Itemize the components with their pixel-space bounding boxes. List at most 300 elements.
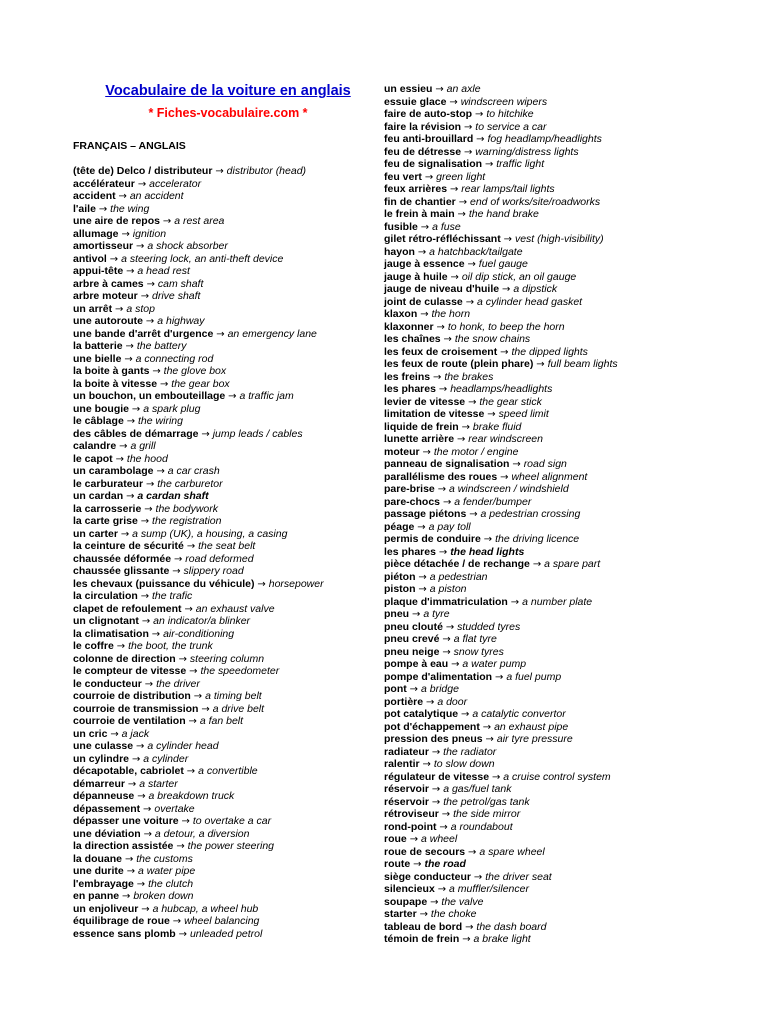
- english-translation: the motor / engine: [433, 445, 519, 458]
- vocab-entry: [384, 171, 684, 184]
- english-translation: a fuel pump: [506, 670, 562, 683]
- english-translation: a hatchback/tailgate: [429, 245, 523, 258]
- french-term: permis de conduire: [384, 533, 481, 545]
- english-translation: the choke: [430, 908, 477, 920]
- arrow-icon: →: [439, 821, 448, 833]
- arrow-icon: →: [483, 534, 493, 545]
- vocab-entry: [73, 290, 373, 303]
- vocab-entry: [73, 603, 373, 616]
- french-term: faire de auto-stop: [384, 108, 473, 120]
- arrow-icon: →: [484, 159, 494, 170]
- arrow-icon: →: [457, 209, 466, 220]
- french-term: arbre moteur: [73, 290, 138, 302]
- arrow-icon: →: [122, 891, 131, 902]
- vocab-entry: [384, 646, 684, 659]
- vocab-entry: [73, 328, 373, 341]
- english-translation: drive shaft: [152, 290, 201, 302]
- english-translation: the registration: [152, 515, 222, 527]
- arrow-icon: →: [463, 146, 473, 158]
- vocab-entry: [384, 721, 684, 734]
- arrow-icon: →: [141, 903, 150, 915]
- arrow-icon: →: [189, 666, 198, 677]
- french-term: la boite à vitesse: [73, 377, 158, 390]
- english-translation: traffic light: [496, 158, 545, 170]
- arrow-icon: →: [137, 178, 147, 190]
- arrow-icon: →: [176, 841, 185, 852]
- vocab-entry: [384, 771, 684, 784]
- vocab-entry: [73, 615, 373, 628]
- english-translation: jump leads / cables: [212, 427, 303, 440]
- arrow-icon: →: [456, 434, 466, 445]
- vocab-entry: [73, 665, 373, 678]
- arrow-icon: →: [126, 416, 136, 427]
- arrow-icon: →: [435, 84, 444, 95]
- english-translation: accelerator: [149, 177, 202, 190]
- vocab-entry: [384, 783, 684, 796]
- arrow-icon: →: [418, 584, 427, 595]
- vocab-entry: [384, 458, 684, 471]
- english-translation: a flat tyre: [453, 633, 497, 645]
- english-translation: the snow chains: [454, 333, 531, 345]
- english-translation: an exhaust valve: [195, 602, 275, 615]
- vocab-entry: [73, 740, 373, 753]
- vocab-entry: [384, 608, 684, 621]
- arrow-icon: →: [462, 934, 471, 945]
- french-term: dépassement: [73, 802, 141, 815]
- arrow-icon: →: [201, 703, 210, 715]
- vocab-entry: [73, 415, 373, 428]
- vocab-entry: [384, 271, 684, 284]
- french-term: un carambolage: [73, 465, 154, 477]
- vocab-entry: [73, 453, 373, 466]
- french-term: les chevaux (puissance du véhicule): [73, 577, 255, 590]
- french-term: siège conducteur: [384, 870, 471, 883]
- french-term: chaussée glissante: [73, 565, 170, 577]
- arrow-icon: →: [159, 378, 169, 390]
- english-translation: the gear box: [171, 377, 230, 390]
- english-translation: speed limit: [498, 408, 549, 420]
- english-translation: a timing belt: [205, 690, 262, 702]
- arrow-icon: →: [409, 834, 419, 845]
- arrow-icon: →: [476, 134, 485, 145]
- english-translation: a hubcap, a wheel hub: [152, 902, 259, 915]
- english-translation: distributor (head): [226, 165, 307, 177]
- french-term: feux arrières: [384, 183, 448, 195]
- french-term: route: [384, 858, 411, 870]
- arrow-icon: →: [124, 853, 134, 865]
- arrow-icon: →: [144, 503, 153, 515]
- arrow-icon: →: [115, 303, 124, 315]
- english-translation: a drive belt: [212, 702, 265, 715]
- arrow-icon: →: [152, 366, 161, 377]
- vocab-entry: [73, 578, 373, 591]
- vocab-entry: [73, 528, 373, 541]
- vocab-entry: [384, 383, 684, 396]
- french-term: amortisseur: [73, 240, 134, 252]
- english-translation: a spare part: [544, 558, 601, 570]
- vocab-entry: [384, 358, 684, 371]
- french-term: décapotable, cabriolet: [73, 765, 184, 777]
- arrow-icon: →: [437, 484, 447, 495]
- french-term: dépasser une voiture: [73, 815, 179, 827]
- vocab-entry: [73, 540, 373, 553]
- arrow-icon: →: [116, 641, 126, 652]
- arrow-icon: →: [201, 428, 210, 440]
- french-term: un essieu: [384, 83, 433, 95]
- arrow-icon: →: [449, 184, 459, 195]
- right-vocab-column: [384, 83, 684, 946]
- english-translation: the wing: [110, 202, 150, 215]
- vocab-entry: [384, 233, 684, 246]
- arrow-icon: →: [487, 409, 496, 420]
- vocab-entry: [384, 421, 684, 434]
- english-translation: windscreen wipers: [460, 95, 548, 108]
- french-term: feu anti-brouillard: [384, 133, 474, 145]
- vocab-entry: [384, 633, 684, 646]
- french-term: accélérateur: [73, 177, 135, 190]
- vocab-entry: [73, 790, 373, 803]
- english-translation: the carburetor: [157, 477, 223, 490]
- vocab-entry: [73, 828, 373, 841]
- arrow-icon: →: [98, 203, 108, 215]
- vocab-entry: [73, 815, 373, 828]
- english-translation: the clutch: [148, 877, 194, 890]
- arrow-icon: →: [186, 766, 196, 777]
- arrow-icon: →: [186, 541, 196, 552]
- arrow-icon: →: [136, 878, 146, 890]
- arrow-icon: →: [115, 453, 124, 465]
- arrow-icon: →: [131, 403, 141, 415]
- french-term: la climatisation: [73, 627, 149, 640]
- vocab-entry: [384, 321, 684, 334]
- english-translation: a bridge: [420, 683, 459, 695]
- vocab-entry: [384, 746, 684, 759]
- arrow-icon: →: [420, 309, 429, 320]
- vocab-entry: [73, 203, 373, 216]
- english-translation: unleaded petrol: [189, 927, 263, 940]
- french-term: piston: [384, 583, 416, 595]
- vocab-entry: [384, 183, 684, 196]
- vocab-entry: [384, 883, 684, 896]
- english-translation: the speedometer: [200, 665, 280, 677]
- arrow-icon: →: [151, 628, 161, 640]
- left-vocab-column: [73, 165, 373, 940]
- arrow-icon: →: [430, 896, 439, 908]
- vocab-entry: [73, 928, 373, 941]
- french-term: silencieux: [384, 883, 435, 895]
- english-translation: a detour, a diversion: [154, 827, 250, 840]
- english-translation: the seat belt: [198, 540, 256, 552]
- arrow-icon: →: [420, 221, 430, 233]
- vocab-entry: [73, 903, 373, 916]
- vocab-entry: [73, 628, 373, 641]
- french-term: le frein à main: [384, 208, 455, 220]
- arrow-icon: →: [136, 241, 145, 252]
- vocab-entry: [73, 678, 373, 691]
- arrow-icon: →: [438, 384, 448, 395]
- arrow-icon: →: [469, 509, 478, 520]
- english-translation: the bodywork: [155, 502, 218, 515]
- french-term: fusible: [384, 220, 418, 233]
- french-term: clapet de refoulement: [73, 602, 182, 615]
- english-translation: a connecting rod: [135, 352, 214, 365]
- english-translation: steering column: [189, 652, 265, 665]
- french-term: une déviation: [73, 827, 141, 840]
- vocab-entry: [73, 765, 373, 778]
- vocab-entry: [384, 208, 684, 221]
- vocab-entry: [384, 796, 684, 809]
- english-translation: broken down: [133, 890, 194, 902]
- vocab-entry: [384, 96, 684, 109]
- vocab-entry: [73, 265, 373, 278]
- french-term: un cardan: [73, 490, 124, 502]
- french-term: plaque d'immatriculation: [384, 595, 508, 608]
- french-term: calandre: [73, 440, 117, 452]
- english-translation: a cylinder head gasket: [477, 295, 583, 308]
- french-term: en panne: [73, 890, 120, 902]
- english-translation: to overtake a car: [192, 815, 272, 827]
- english-translation: the wiring: [138, 415, 183, 427]
- arrow-icon: →: [172, 566, 181, 577]
- arrow-icon: →: [178, 928, 188, 940]
- french-term: joint de culasse: [384, 295, 463, 308]
- vocab-entry: [73, 690, 373, 703]
- english-translation: road deformed: [185, 552, 254, 565]
- vocab-entry: [73, 753, 373, 766]
- french-term: la circulation: [73, 590, 138, 602]
- vocab-entry: [384, 483, 684, 496]
- english-translation: horsepower: [268, 577, 324, 590]
- vocab-entry: [73, 215, 373, 228]
- english-translation: fuel gauge: [478, 258, 528, 270]
- arrow-icon: →: [451, 659, 460, 670]
- english-translation: a fender/bumper: [454, 495, 532, 508]
- arrow-icon: →: [119, 441, 128, 452]
- french-term: klaxonner: [384, 320, 434, 333]
- arrow-icon: →: [442, 634, 451, 645]
- vocab-entry: [73, 565, 373, 578]
- arrow-icon: →: [445, 621, 455, 633]
- english-translation: a gas/fuel tank: [443, 783, 512, 795]
- english-translation: slippery road: [183, 565, 244, 577]
- arrow-icon: →: [417, 521, 426, 533]
- vocab-entry: [73, 465, 373, 478]
- english-translation: a muffler/silencer: [449, 883, 529, 895]
- arrow-icon: →: [449, 96, 458, 108]
- french-term: les phares: [384, 383, 436, 395]
- vocab-entry: [73, 915, 373, 928]
- english-translation: a pedestrian: [429, 570, 488, 583]
- french-term: une bielle: [73, 352, 122, 365]
- english-translation: a car crash: [167, 465, 220, 477]
- english-translation: a roundabout: [450, 820, 513, 833]
- arrow-icon: →: [510, 596, 520, 608]
- english-translation: the driving licence: [495, 533, 580, 545]
- arrow-icon: →: [465, 296, 475, 308]
- vocab-entry: [73, 590, 373, 603]
- arrow-icon: →: [431, 784, 441, 795]
- vocab-entry: [384, 371, 684, 384]
- french-term: roue: [384, 833, 407, 845]
- french-term: un carter: [73, 527, 118, 540]
- arrow-icon: →: [145, 478, 155, 490]
- arrow-icon: →: [495, 671, 504, 683]
- vocab-entry: [384, 596, 684, 609]
- french-term: le câblage: [73, 415, 124, 427]
- french-term: pièce détachée / de rechange: [384, 558, 530, 570]
- arrow-icon: →: [216, 328, 225, 340]
- arrow-icon: →: [193, 691, 203, 702]
- page-subtitle[interactable]: * Fiches-vocabulaire.com *: [148, 106, 308, 120]
- english-translation: a number plate: [522, 595, 593, 608]
- french-term: la douane: [73, 852, 123, 865]
- french-term: une durite: [73, 865, 124, 877]
- french-term: feu vert: [384, 170, 422, 183]
- french-term: un cric: [73, 727, 108, 740]
- french-term: un enjoliveur: [73, 902, 139, 915]
- french-term: limitation de vitesse: [384, 408, 485, 420]
- arrow-icon: →: [172, 916, 182, 927]
- english-translation: a catalytic convertor: [472, 708, 566, 720]
- english-translation: a sump (UK), a housing, a casing: [132, 527, 288, 540]
- french-term: arbre à cames: [73, 277, 144, 290]
- french-term: péage: [384, 520, 415, 533]
- arrow-icon: →: [438, 546, 448, 558]
- english-translation: the glove box: [163, 365, 227, 377]
- english-translation: cam shaft: [157, 277, 204, 290]
- english-translation: the power steering: [187, 840, 275, 852]
- french-term: pot catalytique: [384, 708, 459, 720]
- vocab-entry: [384, 808, 684, 821]
- english-translation: rear windscreen: [468, 433, 543, 445]
- french-term: les feux de croisement: [384, 345, 498, 358]
- english-translation: an accident: [129, 190, 184, 202]
- vocab-entry: [384, 121, 684, 134]
- english-translation: an exhaust pipe: [494, 720, 569, 733]
- english-translation: wheel alignment: [511, 470, 588, 483]
- vocab-entry: [384, 733, 684, 746]
- french-term: hayon: [384, 245, 415, 258]
- french-term: klaxon: [384, 308, 418, 320]
- arrow-icon: →: [500, 346, 509, 358]
- arrow-icon: →: [124, 353, 133, 365]
- english-translation: a fuse: [432, 220, 461, 233]
- vocab-entry: [384, 696, 684, 709]
- arrow-icon: →: [257, 578, 266, 590]
- arrow-icon: →: [143, 828, 152, 840]
- english-translation: the hood: [126, 452, 168, 465]
- arrow-icon: →: [465, 921, 474, 933]
- vocab-entry: [73, 653, 373, 666]
- english-translation: a starter: [139, 777, 178, 790]
- english-translation: a piston: [429, 583, 467, 595]
- french-term: rétroviseur: [384, 808, 439, 820]
- vocab-entry: [384, 433, 684, 446]
- vocab-entry: [73, 878, 373, 891]
- french-term: faire la révision: [384, 120, 462, 133]
- french-term: courroie de distribution: [73, 690, 191, 702]
- vocab-entry: [384, 821, 684, 834]
- arrow-icon: →: [417, 246, 427, 258]
- vocab-entry: [73, 378, 373, 391]
- english-translation: wheel balancing: [184, 915, 260, 927]
- arrow-icon: →: [409, 684, 419, 695]
- french-term: essuie glace: [384, 95, 447, 108]
- english-translation: the radiator: [443, 745, 497, 758]
- arrow-icon: →: [485, 734, 494, 745]
- arrow-icon: →: [109, 253, 119, 265]
- arrow-icon: →: [413, 859, 422, 870]
- french-term: lunette arrière: [384, 433, 455, 445]
- vocab-entry: [384, 246, 684, 259]
- vocab-entry: [384, 671, 684, 684]
- vocab-entry: [384, 221, 684, 234]
- arrow-icon: →: [184, 603, 193, 615]
- english-translation: a shock absorber: [147, 240, 228, 252]
- french-term: pneu crevé: [384, 633, 440, 645]
- english-translation: snow tyres: [453, 645, 504, 658]
- french-term: soupape: [384, 895, 428, 908]
- arrow-icon: →: [463, 121, 473, 133]
- english-translation: the valve: [441, 895, 484, 908]
- french-term: les phares: [384, 545, 436, 558]
- english-translation: the dash board: [476, 920, 547, 933]
- french-term: la carte grise: [73, 515, 138, 527]
- arrow-icon: →: [144, 678, 154, 690]
- arrow-icon: →: [215, 166, 224, 177]
- vocab-entry: [73, 715, 373, 728]
- vocab-entry: [384, 708, 684, 721]
- french-term: des câbles de démarrage: [73, 427, 199, 440]
- vocab-entry: [384, 621, 684, 634]
- vocab-entry: [73, 440, 373, 453]
- french-term: portière: [384, 695, 424, 708]
- arrow-icon: →: [126, 866, 136, 877]
- french-term: les freins: [384, 370, 431, 383]
- french-term: ralentir: [384, 758, 420, 770]
- french-term: le conducteur: [73, 677, 142, 690]
- vocab-entry: [73, 640, 373, 653]
- french-term: allumage: [73, 227, 119, 240]
- vocab-entry: [73, 340, 373, 353]
- french-term: les feux de route (plein phare): [384, 358, 534, 370]
- arrow-icon: →: [433, 371, 442, 383]
- english-translation: the customs: [136, 852, 193, 865]
- french-term: une culasse: [73, 740, 134, 752]
- french-term: réservoir: [384, 783, 429, 795]
- english-translation: the trafic: [152, 590, 193, 602]
- arrow-icon: →: [146, 278, 155, 290]
- vocab-entry: [73, 240, 373, 253]
- french-term: pneu neige: [384, 645, 440, 658]
- arrow-icon: →: [450, 271, 459, 283]
- arrow-icon: →: [412, 609, 421, 620]
- english-translation: fog headlamp/headlights: [487, 133, 602, 145]
- arrow-icon: →: [442, 646, 451, 658]
- french-term: pont: [384, 683, 407, 695]
- french-term: accident: [73, 190, 116, 202]
- vocab-entry: [384, 108, 684, 121]
- vocab-entry: [384, 196, 684, 209]
- vocab-entry: [73, 303, 373, 316]
- english-translation: a windscreen / windshield: [449, 483, 569, 495]
- english-translation: a spare wheel: [479, 845, 545, 858]
- vocab-entry: [73, 778, 373, 791]
- page-title[interactable]: Vocabulaire de la voiture en anglais: [105, 83, 351, 99]
- arrow-icon: →: [503, 234, 513, 245]
- arrow-icon: →: [426, 696, 435, 708]
- english-translation: an emergency lane: [227, 327, 317, 340]
